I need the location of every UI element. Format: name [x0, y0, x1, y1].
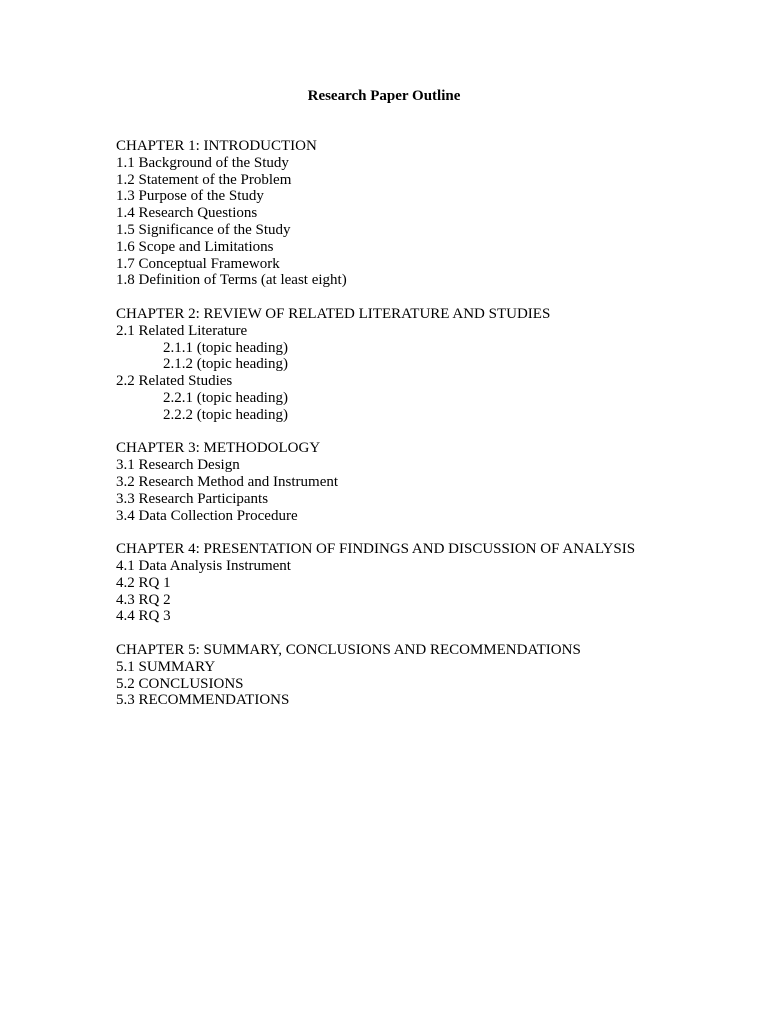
- chapter-heading: CHAPTER 4: PRESENTATION OF FINDINGS AND DISCUSSION OF ANALYSIS: [116, 541, 636, 558]
- outline-item: 4.3 RQ 2: [116, 591, 171, 608]
- chapter-section: [116, 138, 656, 289]
- outline-item: 2.2 Related Studies: [116, 373, 233, 390]
- outline-item: 1.2 Statement of the Problem: [116, 171, 292, 188]
- chapter-heading: CHAPTER 5: SUMMARY, CONCLUSIONS AND RECOMMENDATIONS: [116, 641, 581, 658]
- chapter-section: [116, 642, 656, 709]
- chapter-heading: CHAPTER 1: INTRODUCTION: [116, 138, 317, 154]
- outline-item: 5.1 SUMMARY: [116, 658, 216, 675]
- chapter-section: [116, 541, 656, 625]
- outline-item: 1.6 Scope and Limitations: [116, 238, 274, 255]
- outline-item: 1.8 Definition of Terms (at least eight): [116, 272, 347, 289]
- outline-item: 4.4 RQ 3: [116, 608, 171, 625]
- chapter-section: [116, 306, 656, 424]
- outline-item: 5.2 CONCLUSIONS: [116, 675, 244, 692]
- chapter-heading: CHAPTER 2: REVIEW OF RELATED LITERATURE AND STUDIES: [116, 305, 551, 322]
- outline-item: 1.4 Research Questions: [116, 205, 258, 222]
- outline-subitem: 2.2.1 (topic heading): [163, 389, 288, 406]
- outline-item: 4.2 RQ 1: [116, 574, 171, 591]
- outline-item: 3.2 Research Method and Instrument: [116, 473, 339, 490]
- outline-subitem: 2.1.2 (topic heading): [163, 356, 288, 373]
- outline-subitem: 2.1.1 (topic heading): [163, 339, 288, 356]
- outline-item: 1.5 Significance of the Study: [116, 221, 291, 238]
- outline-item: 3.4 Data Collection Procedure: [116, 507, 298, 524]
- outline-item: 3.3 Research Participants: [116, 490, 269, 507]
- outline-item: 5.3 RECOMMENDATIONS: [116, 692, 290, 709]
- outline-item: 1.1 Background of the Study: [116, 154, 289, 171]
- outline-item: 1.3 Purpose of the Study: [116, 188, 264, 205]
- page-title: Research Paper Outline: [307, 88, 461, 104]
- chapter-heading: CHAPTER 3: METHODOLOGY: [116, 440, 321, 457]
- outline-item: 4.1 Data Analysis Instrument: [116, 557, 291, 574]
- outline-body: [116, 138, 656, 726]
- outline-item: 3.1 Research Design: [116, 457, 240, 474]
- outline-item: 2.1 Related Literature: [116, 322, 248, 339]
- outline-item: 1.7 Conceptual Framework: [116, 255, 280, 272]
- chapter-section: [116, 440, 656, 524]
- outline-subitem: 2.2.2 (topic heading): [163, 406, 288, 423]
